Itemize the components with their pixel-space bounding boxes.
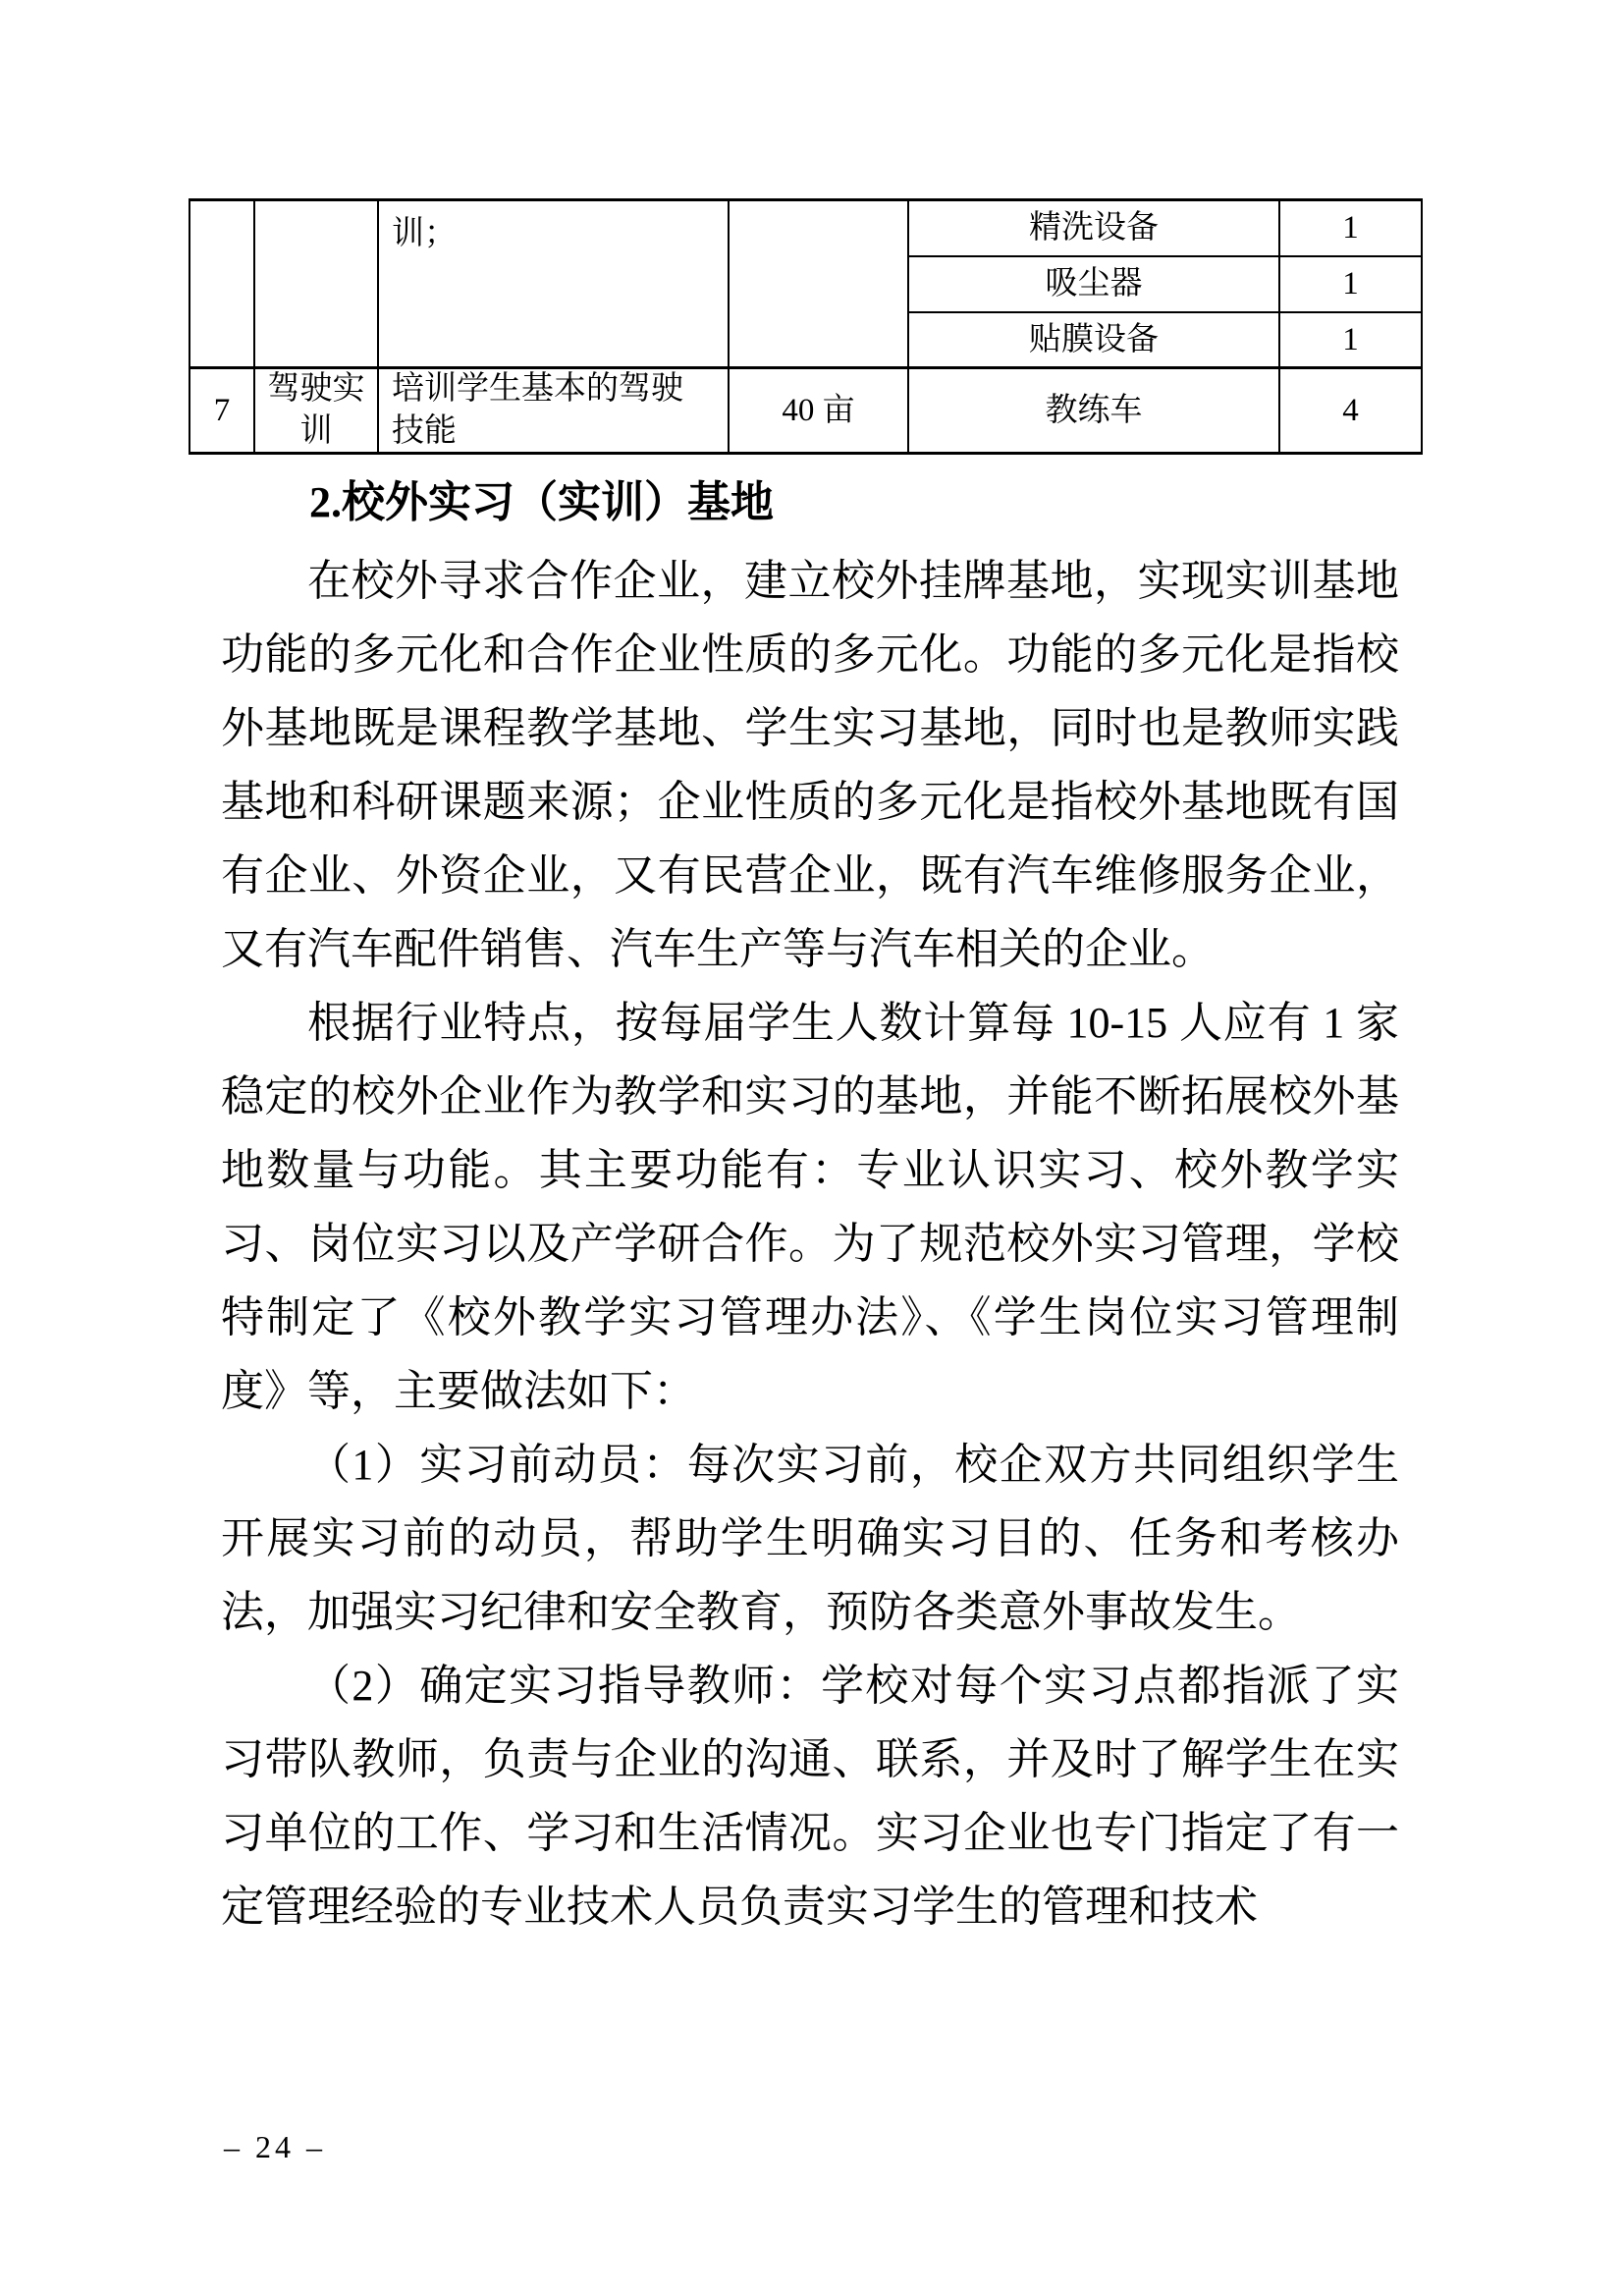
equipment-name: 教练车 (909, 369, 1280, 452)
table-row (190, 369, 1421, 452)
cell-row-no (190, 201, 255, 369)
equipment-row (909, 313, 1421, 369)
equipment-qty: 1 (1280, 257, 1421, 313)
equipment-name: 吸尘器 (909, 257, 1280, 313)
equipment-qty: 4 (1342, 392, 1359, 428)
equipment-name: 贴膜设备 (909, 313, 1280, 369)
paragraph: 在校外寻求合作企业，建立校外挂牌基地，实现实训基地功能的多元化和合作企业性质的多元化。功能的多元化是指校外基地既是课程教学基地、学生实习基地，同时也是教师实践基地和科研课题来源；企业性质的多元化是指校外基地既有国有企业、外资企业，又有民营企业，既有汽车维修服务企业，又有汽车配件销售、汽车生产等与汽车相关的企业。 (221, 557, 1399, 973)
equipment-row (909, 201, 1421, 257)
equipment-qty: 1 (1280, 313, 1421, 369)
section-heading: 2.校外实习（实训）基地 (309, 478, 774, 526)
cell-base-name (255, 201, 379, 369)
equipment-qty: 1 (1280, 201, 1421, 257)
paragraph: （2）确定实习指导教师：学校对每个实习点都指派了实习带队教师，负责与企业的沟通、联系，并及时了解学生在实习单位的工作、学习和生活情况。实习企业也专门指定了有一定管理经验的专业技术人员负责实习学生的管理和技术 (221, 1662, 1399, 1931)
cell-area: 40 亩 (730, 369, 909, 452)
paragraph: 根据行业特点，按每届学生人数计算每 10-15 人应有 1 家稳定的校外企业作为教学和实习的基地，并能不断拓展校外基地数量与功能。其主要功能有：专业认识实习、校外教学实习、岗位实习以及产学研合作。为了规范校外实习管理，学校特制定了《校外教学实习管理办法》、《学生岗位实习管理制度》等，主要做法如下： (221, 999, 1399, 1415)
body-text (221, 544, 1399, 1943)
equipment-name: 精洗设备 (909, 201, 1280, 257)
cell-description: 培训学生基本的驾驶技能 (379, 369, 730, 452)
cell-row-no: 7 (190, 369, 255, 452)
training-base-table (189, 198, 1423, 455)
cell-base-name: 驾驶实训 (255, 369, 379, 452)
page-number: – 24 – (224, 2129, 326, 2164)
table-row (190, 201, 1421, 369)
cell-description: 训； (379, 201, 730, 369)
equipment-row (909, 257, 1421, 313)
cell-area (730, 201, 909, 369)
paragraph: （1）实习前动员：每次实习前，校企双方共同组织学生开展实习前的动员，帮助学生明确实习目的、任务和考核办法，加强实习纪律和安全教育，预防各类意外事故发生。 (221, 1441, 1399, 1636)
equipment-subcolumn (909, 201, 1421, 369)
